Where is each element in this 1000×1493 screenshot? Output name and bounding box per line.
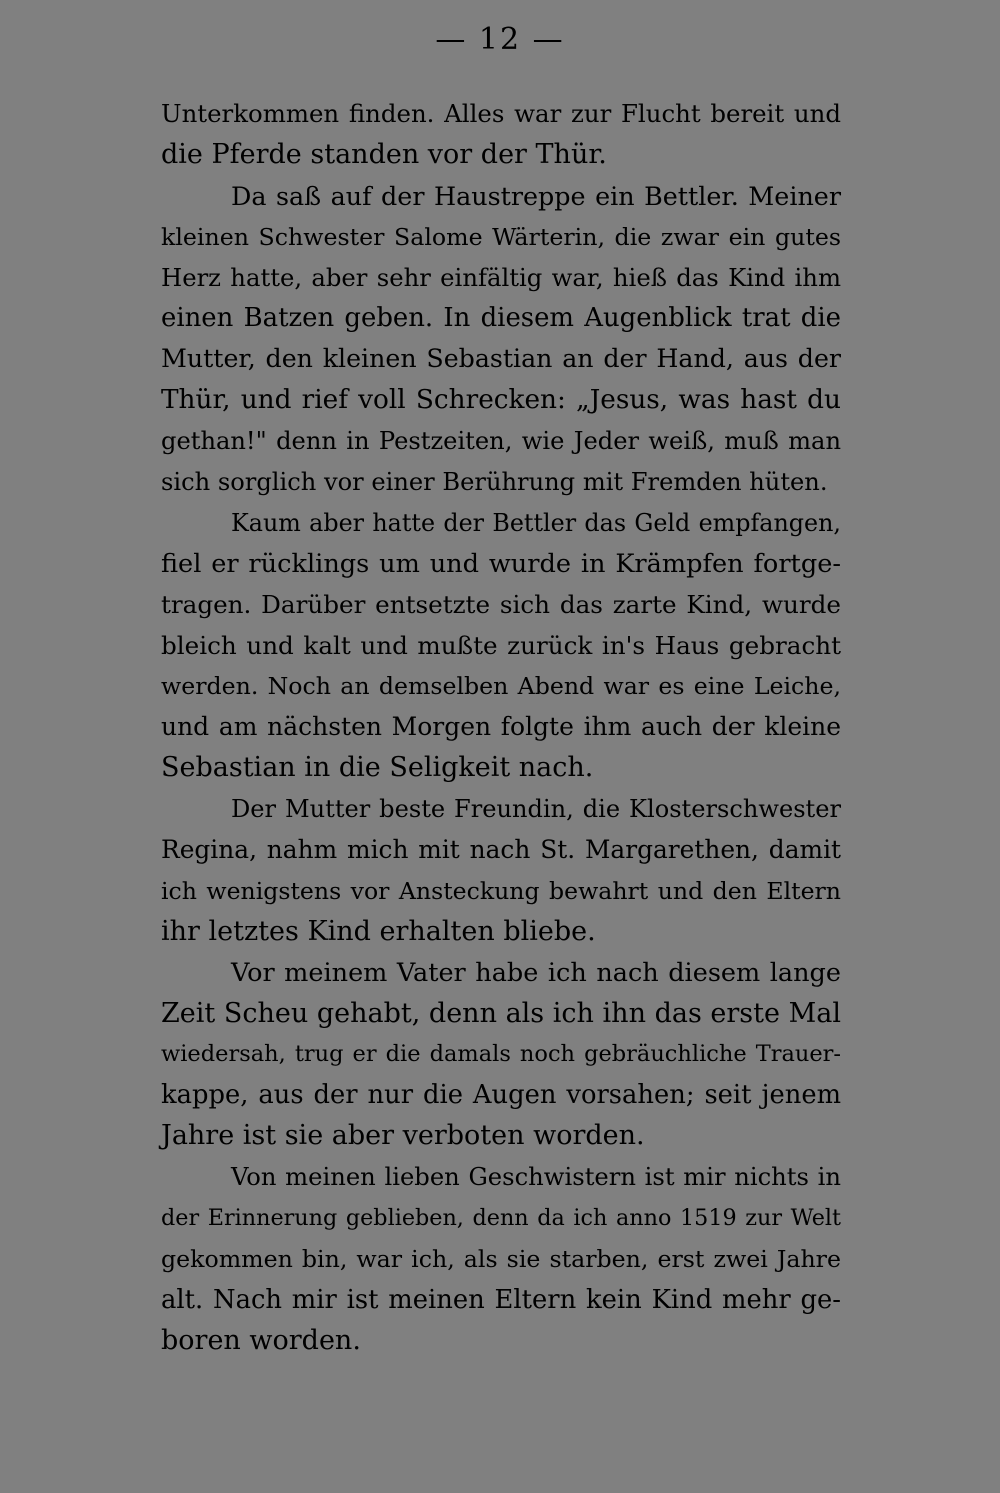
text-line: der Erinnerung geblieben, denn da ich anno 1519 zur Welt [161,1205,841,1232]
text-line: alt. Nach mir ist meinen Eltern kein Kind mehr ge- [161,1284,841,1315]
text-line: einen Batzen geben. In diesem Augenblick trat die [161,303,841,334]
text-line: wiedersah, trug er die damals noch gebräuchliche Trauer- [161,1041,841,1068]
text-line: Sebastian in die Seligkeit nach. [161,752,594,784]
text-line: gekommen bin, war ich, als sie starben, erst zwei Jahre [161,1244,841,1273]
text-line: Da saß auf der Haustreppe ein Bettler. Meiner [231,180,841,211]
page-number: — 12 — [435,22,565,57]
text-line: Herz hatte, aber sehr einfältig war, hieß das Kind ihm [161,262,841,292]
text-line: Jahre ist sie aber verboten worden. [161,1120,645,1152]
text-line: Regina, nahm mich mit nach St. Margarethen, damit [161,835,841,865]
text-line: ihr letztes Kind erhalten bliebe. [161,915,596,947]
text-line: ich wenigstens vor Ansteckung bewahrt und den Eltern [161,876,841,905]
text-line: bleich und kalt und mußte zurück in's Haus gebracht [161,630,841,660]
text-line: Mutter, den kleinen Sebastian an der Hand, aus der [161,344,841,374]
text-line: sich sorglich vor einer Berührung mit Fremden hüten. [161,468,828,497]
text-line: werden. Noch an demselben Abend war es eine Leiche, [161,672,841,701]
text-line: boren worden. [161,1324,361,1356]
text-line: die Pferde standen vor der Thür. [161,138,607,170]
text-line: gethan!" denn in Pestzeiten, wie Jeder weiß, muß man [161,427,841,456]
text-line: Von meinen lieben Geschwistern ist mir nichts in [231,1162,841,1192]
text-line: fiel er rücklings um und wurde in Krämpfen fortge- [161,548,841,579]
text-line: Vor meinem Vater habe ich nach diesem lange [231,957,841,988]
text-line: und am nächsten Morgen folgte ihm auch der kleine [161,712,841,742]
text-line: kappe, aus der nur die Augen vorsahen; seit jenem [161,1080,841,1111]
text-line: Thür, und rief voll Schrecken: „Jesus, was hast du [161,385,841,416]
body-text [161,94,841,1362]
text-line: Der Mutter beste Freundin, die Klosterschwester [231,795,841,824]
text-line: Kaum aber hatte der Bettler das Geld empfangen, [231,508,841,537]
text-line: tragen. Darüber entsetzte sich das zarte Kind, wurde [161,589,841,619]
text-line: Zeit Scheu gehabt, denn als ich ihn das erste Mal [161,997,841,1029]
text-line: Unterkommen finden. Alles war zur Flucht bereit und [161,99,841,128]
text-line: kleinen Schwester Salome Wärterin, die zwar ein gutes [161,222,841,251]
